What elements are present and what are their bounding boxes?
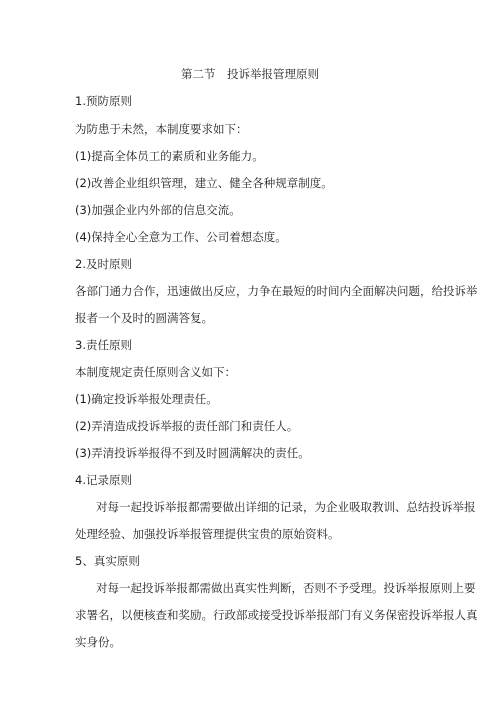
paragraph-line: 求署名，以便核查和奖励。行政部或接受投诉举报部门有义务保密投诉举报人真 (75, 608, 478, 622)
paragraph-line: 本制度规定责任原则含义如下： (75, 365, 236, 379)
paragraph-line: 对每一起投诉举报都需做出真实性判断，否则不予受理。投诉举报原则上要 (96, 581, 476, 595)
list-item: (4)保持全心全意为工作、公司着想态度。 (75, 230, 287, 244)
paragraph-line: 各部门通力合作，迅速做出反应，力争在最短的时间内全面解决问题，给投诉举 (75, 284, 478, 298)
section-title: 第二节 投诉举报管理原则 (181, 67, 319, 81)
heading-record: 4.记录原则 (75, 473, 132, 487)
paragraph-line: 处理经验、加强投诉举报管理提供宝贵的原始资料。 (75, 527, 340, 541)
paragraph-line: 为防患于未然，本制度要求如下： (75, 122, 248, 136)
paragraph-line: 对每一起投诉举报都需要做出详细的记录，为企业吸取教训、总结投诉举报 (96, 500, 476, 514)
list-item: (3)加强企业内外部的信息交流。 (75, 203, 241, 217)
paragraph-line: 报者一个及时的圆满答复。 (75, 311, 213, 325)
list-item: (2)改善企业组织管理，建立、健全各种规章制度。 (75, 176, 333, 190)
heading-responsibility: 3.责任原则 (75, 338, 132, 352)
list-item: (1)提高全体员工的素质和业务能力。 (75, 149, 264, 163)
heading-prevention: 1.预防原则 (75, 94, 132, 108)
heading-truth: 5、真实原则 (75, 554, 140, 568)
list-item: (1)确定投诉举报处理责任。 (75, 392, 218, 406)
list-item: (3)弄清投诉举报得不到及时圆满解决的责任。 (75, 446, 310, 460)
list-item: (2)弄清造成投诉举报的责任部门和责任人。 (75, 419, 299, 433)
heading-timely: 2.及时原则 (75, 257, 132, 271)
paragraph-line: 实身份。 (75, 635, 121, 649)
